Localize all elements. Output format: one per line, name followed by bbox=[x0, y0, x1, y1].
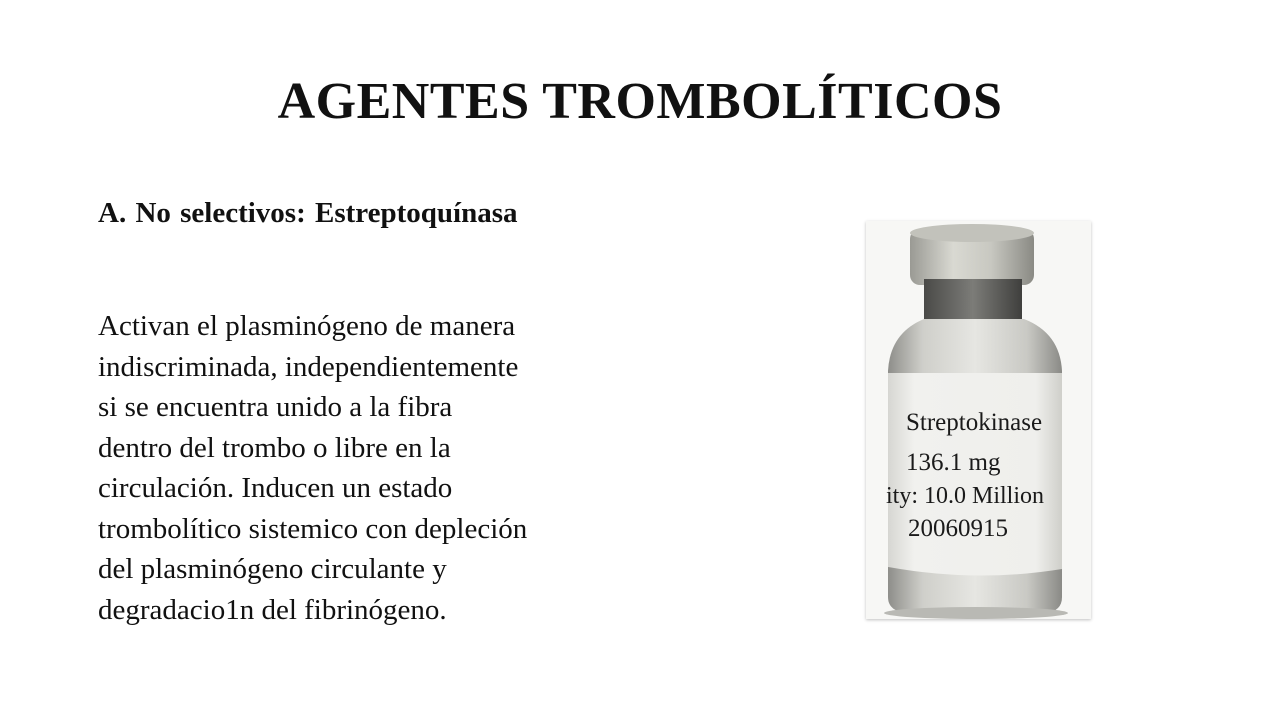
body-text bbox=[98, 306, 658, 630]
body-line: indiscriminada, independientemente bbox=[98, 350, 519, 383]
vial-label-line: ity: 10.0 Million bbox=[886, 483, 1045, 509]
body-line: dentro del trombo o libre en la bbox=[98, 431, 451, 464]
body-line: trombolítico sistemico con depleción bbox=[98, 512, 528, 545]
body-line: Activan el plasminógeno de manera bbox=[98, 310, 516, 342]
body-line: si se encuentra unido a la fibra bbox=[98, 391, 453, 423]
vial-photo bbox=[866, 221, 1091, 619]
vial-label-line: 136.1 mg bbox=[906, 449, 1001, 476]
vial-label-line: 20060915 bbox=[908, 515, 1008, 542]
body-line: del plasminógeno circulante y bbox=[98, 553, 447, 585]
vial-label-line: Streptokinase bbox=[906, 409, 1043, 436]
slide-title: AGENTES TROMBOLÍTICOS bbox=[277, 73, 1003, 130]
body-line: circulación. Inducen un estado bbox=[98, 472, 453, 504]
subheading: A. No selectivos: Estreptoquínasa bbox=[98, 197, 518, 229]
body-line: degradacio1n del fibrinógeno. bbox=[98, 593, 447, 626]
